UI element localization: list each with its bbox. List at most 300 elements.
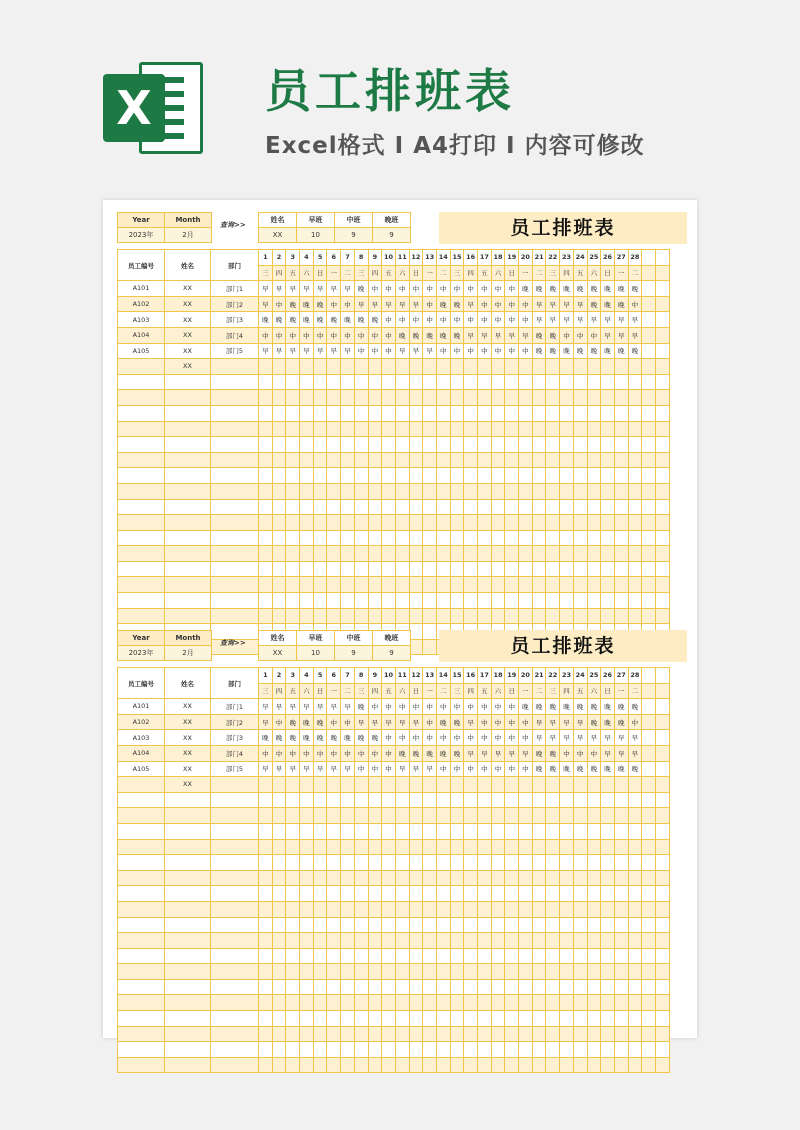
shift-cell[interactable] xyxy=(368,823,382,839)
shift-cell[interactable] xyxy=(368,515,382,531)
shift-cell[interactable] xyxy=(628,359,642,375)
employee-id-cell[interactable] xyxy=(118,483,165,499)
shift-cell[interactable] xyxy=(259,483,273,499)
shift-cell[interactable] xyxy=(395,546,409,562)
shift-cell[interactable] xyxy=(628,452,642,468)
shift-cell[interactable] xyxy=(341,452,355,468)
shift-cell[interactable]: 中 xyxy=(368,281,382,297)
shift-cell[interactable] xyxy=(464,839,478,855)
shift-cell[interactable] xyxy=(519,483,533,499)
shift-cell[interactable] xyxy=(573,359,587,375)
shift-cell[interactable] xyxy=(272,948,286,964)
shift-cell[interactable] xyxy=(628,917,642,933)
shift-cell[interactable] xyxy=(560,839,574,855)
employee-id-cell[interactable] xyxy=(118,886,165,902)
shift-cell[interactable]: 早 xyxy=(560,312,574,328)
shift-cell[interactable] xyxy=(300,390,314,406)
department-cell[interactable] xyxy=(211,839,259,855)
shift-cell[interactable] xyxy=(505,948,519,964)
shift-cell[interactable] xyxy=(628,374,642,390)
department-cell[interactable]: 部门3 xyxy=(211,730,259,746)
shift-cell[interactable] xyxy=(532,499,546,515)
shift-cell[interactable] xyxy=(587,917,601,933)
shift-cell[interactable] xyxy=(519,374,533,390)
shift-cell[interactable] xyxy=(313,359,327,375)
shift-cell[interactable] xyxy=(368,561,382,577)
shift-cell[interactable] xyxy=(341,405,355,421)
shift-cell[interactable] xyxy=(327,546,341,562)
shift-cell[interactable]: 中 xyxy=(491,343,505,359)
shift-cell[interactable] xyxy=(327,933,341,949)
shift-cell[interactable] xyxy=(423,421,437,437)
shift-cell[interactable] xyxy=(313,870,327,886)
empty-cell[interactable] xyxy=(656,917,670,933)
shift-cell[interactable] xyxy=(450,374,464,390)
employee-name-cell[interactable] xyxy=(165,374,211,390)
department-cell[interactable] xyxy=(211,561,259,577)
shift-cell[interactable]: 晚 xyxy=(300,312,314,328)
shift-cell[interactable] xyxy=(327,468,341,484)
shift-cell[interactable] xyxy=(505,792,519,808)
shift-cell[interactable] xyxy=(519,1011,533,1027)
shift-cell[interactable] xyxy=(601,823,615,839)
shift-cell[interactable]: 晚 xyxy=(573,281,587,297)
empty-cell[interactable] xyxy=(656,808,670,824)
shift-cell[interactable]: 早 xyxy=(519,327,533,343)
shift-cell[interactable] xyxy=(300,964,314,980)
shift-cell[interactable] xyxy=(614,808,628,824)
shift-cell[interactable]: 中 xyxy=(450,761,464,777)
shift-cell[interactable] xyxy=(259,1026,273,1042)
shift-cell[interactable] xyxy=(409,499,423,515)
empty-cell[interactable] xyxy=(656,964,670,980)
shift-cell[interactable] xyxy=(272,483,286,499)
shift-cell[interactable]: 中 xyxy=(423,296,437,312)
employee-name-cell[interactable] xyxy=(165,468,211,484)
employee-id-cell[interactable] xyxy=(118,917,165,933)
shift-cell[interactable] xyxy=(560,1057,574,1073)
shift-cell[interactable]: 早 xyxy=(259,296,273,312)
shift-cell[interactable]: 中 xyxy=(478,730,492,746)
shift-cell[interactable] xyxy=(450,777,464,793)
shift-cell[interactable]: 早 xyxy=(423,761,437,777)
shift-cell[interactable] xyxy=(519,577,533,593)
shift-cell[interactable]: 早 xyxy=(327,761,341,777)
shift-cell[interactable] xyxy=(614,452,628,468)
shift-cell[interactable] xyxy=(450,499,464,515)
shift-cell[interactable] xyxy=(368,359,382,375)
shift-cell[interactable] xyxy=(286,1026,300,1042)
shift-cell[interactable]: 中 xyxy=(491,714,505,730)
shift-cell[interactable]: 早 xyxy=(614,327,628,343)
shift-cell[interactable]: 早 xyxy=(614,745,628,761)
shift-cell[interactable] xyxy=(259,468,273,484)
shift-cell[interactable] xyxy=(560,886,574,902)
empty-cell[interactable] xyxy=(642,948,656,964)
shift-cell[interactable]: 晚 xyxy=(587,761,601,777)
shift-cell[interactable] xyxy=(409,792,423,808)
shift-cell[interactable] xyxy=(532,1057,546,1073)
shift-cell[interactable] xyxy=(614,901,628,917)
shift-cell[interactable]: 中 xyxy=(341,327,355,343)
shift-cell[interactable]: 中 xyxy=(327,745,341,761)
shift-cell[interactable] xyxy=(436,870,450,886)
shift-cell[interactable] xyxy=(450,530,464,546)
empty-cell[interactable] xyxy=(642,327,656,343)
employee-id-cell[interactable]: A104 xyxy=(118,327,165,343)
department-cell[interactable] xyxy=(211,964,259,980)
shift-cell[interactable] xyxy=(478,1026,492,1042)
shift-cell[interactable]: 晚 xyxy=(573,699,587,715)
shift-cell[interactable] xyxy=(286,870,300,886)
shift-cell[interactable] xyxy=(573,1057,587,1073)
shift-cell[interactable] xyxy=(327,483,341,499)
shift-cell[interactable] xyxy=(519,405,533,421)
shift-cell[interactable] xyxy=(423,917,437,933)
shift-cell[interactable] xyxy=(614,917,628,933)
shift-cell[interactable] xyxy=(300,577,314,593)
shift-cell[interactable] xyxy=(464,515,478,531)
shift-cell[interactable] xyxy=(259,870,273,886)
employee-name-cell[interactable] xyxy=(165,808,211,824)
department-cell[interactable] xyxy=(211,452,259,468)
shift-cell[interactable] xyxy=(313,933,327,949)
shift-cell[interactable]: 中 xyxy=(436,281,450,297)
empty-cell[interactable] xyxy=(656,933,670,949)
shift-cell[interactable] xyxy=(464,933,478,949)
empty-cell[interactable] xyxy=(642,730,656,746)
shift-cell[interactable] xyxy=(614,964,628,980)
shift-cell[interactable] xyxy=(614,483,628,499)
department-cell[interactable] xyxy=(211,979,259,995)
shift-cell[interactable] xyxy=(601,808,615,824)
shift-cell[interactable] xyxy=(573,901,587,917)
shift-cell[interactable] xyxy=(601,964,615,980)
shift-cell[interactable]: 中 xyxy=(423,730,437,746)
shift-cell[interactable] xyxy=(491,374,505,390)
shift-cell[interactable] xyxy=(628,405,642,421)
employee-id-cell[interactable] xyxy=(118,1026,165,1042)
info-value[interactable]: 2023年 xyxy=(118,646,165,661)
employee-id-cell[interactable] xyxy=(118,405,165,421)
shift-cell[interactable] xyxy=(300,1026,314,1042)
shift-cell[interactable] xyxy=(505,901,519,917)
shift-cell[interactable] xyxy=(519,499,533,515)
shift-cell[interactable] xyxy=(614,839,628,855)
employee-id-cell[interactable] xyxy=(118,608,165,624)
shift-cell[interactable] xyxy=(259,374,273,390)
shift-cell[interactable]: 早 xyxy=(409,296,423,312)
shift-cell[interactable] xyxy=(532,995,546,1011)
shift-cell[interactable] xyxy=(464,1011,478,1027)
shift-cell[interactable] xyxy=(519,917,533,933)
shift-cell[interactable] xyxy=(286,437,300,453)
shift-cell[interactable] xyxy=(436,808,450,824)
shift-cell[interactable] xyxy=(272,499,286,515)
shift-cell[interactable] xyxy=(354,405,368,421)
shift-cell[interactable] xyxy=(614,577,628,593)
shift-cell[interactable]: 晚 xyxy=(327,730,341,746)
shift-cell[interactable] xyxy=(436,452,450,468)
shift-cell[interactable]: 早 xyxy=(478,327,492,343)
shift-cell[interactable] xyxy=(354,390,368,406)
shift-cell[interactable]: 中 xyxy=(286,745,300,761)
shift-cell[interactable] xyxy=(300,886,314,902)
shift-cell[interactable]: 中 xyxy=(382,699,396,715)
shift-cell[interactable] xyxy=(601,390,615,406)
shift-cell[interactable] xyxy=(450,979,464,995)
shift-cell[interactable] xyxy=(532,886,546,902)
department-cell[interactable] xyxy=(211,777,259,793)
shift-cell[interactable] xyxy=(532,437,546,453)
employee-name-cell[interactable] xyxy=(165,855,211,871)
shift-cell[interactable] xyxy=(395,577,409,593)
shift-cell[interactable] xyxy=(423,808,437,824)
shift-cell[interactable] xyxy=(313,995,327,1011)
shift-cell[interactable] xyxy=(286,1011,300,1027)
shift-cell[interactable] xyxy=(341,979,355,995)
shift-cell[interactable] xyxy=(505,886,519,902)
shift-cell[interactable]: 中 xyxy=(395,699,409,715)
shift-cell[interactable] xyxy=(272,359,286,375)
shift-cell[interactable]: 早 xyxy=(327,699,341,715)
shift-cell[interactable] xyxy=(573,870,587,886)
shift-cell[interactable] xyxy=(546,499,560,515)
shift-cell[interactable]: 早 xyxy=(286,281,300,297)
shift-cell[interactable] xyxy=(505,421,519,437)
shift-cell[interactable]: 中 xyxy=(423,699,437,715)
shift-cell[interactable] xyxy=(601,577,615,593)
shift-cell[interactable]: 早 xyxy=(546,730,560,746)
shift-cell[interactable] xyxy=(313,546,327,562)
empty-cell[interactable] xyxy=(656,901,670,917)
shift-cell[interactable]: 早 xyxy=(560,714,574,730)
shift-cell[interactable] xyxy=(395,374,409,390)
shift-cell[interactable]: 晚 xyxy=(614,699,628,715)
shift-cell[interactable] xyxy=(519,593,533,609)
shift-cell[interactable] xyxy=(628,823,642,839)
shift-cell[interactable]: 中 xyxy=(505,730,519,746)
shift-cell[interactable] xyxy=(546,917,560,933)
shift-cell[interactable] xyxy=(259,515,273,531)
shift-cell[interactable] xyxy=(546,577,560,593)
shift-cell[interactable] xyxy=(587,839,601,855)
shift-cell[interactable] xyxy=(286,515,300,531)
shift-cell[interactable]: 晚 xyxy=(519,281,533,297)
shift-cell[interactable] xyxy=(259,823,273,839)
shift-cell[interactable] xyxy=(327,855,341,871)
empty-cell[interactable] xyxy=(656,327,670,343)
employee-name-cell[interactable] xyxy=(165,1026,211,1042)
shift-cell[interactable] xyxy=(368,792,382,808)
employee-id-cell[interactable] xyxy=(118,561,165,577)
shift-cell[interactable] xyxy=(382,933,396,949)
shift-cell[interactable] xyxy=(601,839,615,855)
shift-cell[interactable] xyxy=(546,561,560,577)
shift-cell[interactable] xyxy=(601,405,615,421)
shift-cell[interactable] xyxy=(491,901,505,917)
shift-cell[interactable] xyxy=(491,777,505,793)
shift-cell[interactable]: 晚 xyxy=(354,281,368,297)
shift-cell[interactable] xyxy=(272,1011,286,1027)
shift-cell[interactable] xyxy=(327,886,341,902)
shift-cell[interactable] xyxy=(313,468,327,484)
shift-cell[interactable] xyxy=(546,901,560,917)
shift-cell[interactable] xyxy=(300,499,314,515)
info-value[interactable]: 10 xyxy=(297,228,335,243)
shift-cell[interactable] xyxy=(382,530,396,546)
shift-cell[interactable] xyxy=(601,995,615,1011)
shift-cell[interactable] xyxy=(327,964,341,980)
shift-cell[interactable] xyxy=(395,870,409,886)
shift-cell[interactable] xyxy=(382,437,396,453)
shift-cell[interactable] xyxy=(436,1042,450,1058)
shift-cell[interactable] xyxy=(354,948,368,964)
info-value[interactable]: 9 xyxy=(373,646,411,661)
shift-cell[interactable] xyxy=(519,964,533,980)
shift-cell[interactable]: 早 xyxy=(286,761,300,777)
shift-cell[interactable] xyxy=(491,452,505,468)
shift-cell[interactable] xyxy=(300,792,314,808)
shift-cell[interactable] xyxy=(560,359,574,375)
shift-cell[interactable] xyxy=(546,593,560,609)
shift-cell[interactable] xyxy=(587,437,601,453)
shift-cell[interactable] xyxy=(286,839,300,855)
shift-cell[interactable] xyxy=(436,593,450,609)
shift-cell[interactable]: 中 xyxy=(368,761,382,777)
shift-cell[interactable]: 中 xyxy=(272,327,286,343)
shift-cell[interactable] xyxy=(313,886,327,902)
shift-cell[interactable] xyxy=(409,530,423,546)
shift-cell[interactable] xyxy=(300,405,314,421)
employee-id-cell[interactable] xyxy=(118,468,165,484)
employee-name-cell[interactable] xyxy=(165,1011,211,1027)
shift-cell[interactable] xyxy=(313,979,327,995)
shift-cell[interactable] xyxy=(450,808,464,824)
shift-cell[interactable] xyxy=(354,792,368,808)
shift-cell[interactable] xyxy=(327,1011,341,1027)
empty-cell[interactable] xyxy=(642,714,656,730)
shift-cell[interactable] xyxy=(272,608,286,624)
shift-cell[interactable] xyxy=(546,964,560,980)
shift-cell[interactable] xyxy=(519,995,533,1011)
shift-cell[interactable] xyxy=(560,1011,574,1027)
shift-cell[interactable] xyxy=(560,561,574,577)
shift-cell[interactable] xyxy=(327,979,341,995)
shift-cell[interactable] xyxy=(368,593,382,609)
shift-cell[interactable] xyxy=(478,359,492,375)
shift-cell[interactable] xyxy=(573,437,587,453)
shift-cell[interactable] xyxy=(409,886,423,902)
shift-cell[interactable] xyxy=(300,839,314,855)
department-cell[interactable] xyxy=(211,546,259,562)
department-cell[interactable] xyxy=(211,374,259,390)
shift-cell[interactable] xyxy=(601,855,615,871)
shift-cell[interactable] xyxy=(464,593,478,609)
empty-cell[interactable] xyxy=(656,745,670,761)
shift-cell[interactable] xyxy=(601,452,615,468)
shift-cell[interactable] xyxy=(601,593,615,609)
shift-cell[interactable] xyxy=(382,917,396,933)
shift-cell[interactable] xyxy=(259,1057,273,1073)
shift-cell[interactable] xyxy=(532,530,546,546)
shift-cell[interactable] xyxy=(286,792,300,808)
shift-cell[interactable] xyxy=(341,1011,355,1027)
shift-cell[interactable] xyxy=(259,1011,273,1027)
shift-cell[interactable]: 晚 xyxy=(450,745,464,761)
shift-cell[interactable] xyxy=(505,839,519,855)
empty-cell[interactable] xyxy=(656,561,670,577)
shift-cell[interactable] xyxy=(505,1011,519,1027)
shift-cell[interactable] xyxy=(436,839,450,855)
department-cell[interactable] xyxy=(211,359,259,375)
shift-cell[interactable] xyxy=(313,839,327,855)
shift-cell[interactable] xyxy=(505,483,519,499)
shift-cell[interactable] xyxy=(395,839,409,855)
shift-cell[interactable]: 早 xyxy=(614,730,628,746)
shift-cell[interactable] xyxy=(272,561,286,577)
shift-cell[interactable] xyxy=(341,1042,355,1058)
shift-cell[interactable] xyxy=(560,808,574,824)
employee-name-cell[interactable] xyxy=(165,421,211,437)
shift-cell[interactable] xyxy=(464,483,478,499)
shift-cell[interactable]: 早 xyxy=(601,745,615,761)
shift-cell[interactable] xyxy=(628,499,642,515)
shift-cell[interactable] xyxy=(395,964,409,980)
shift-cell[interactable] xyxy=(313,855,327,871)
shift-cell[interactable] xyxy=(532,823,546,839)
shift-cell[interactable] xyxy=(382,777,396,793)
shift-cell[interactable] xyxy=(464,917,478,933)
shift-cell[interactable] xyxy=(532,593,546,609)
shift-cell[interactable] xyxy=(423,886,437,902)
shift-cell[interactable] xyxy=(546,1057,560,1073)
shift-cell[interactable] xyxy=(560,593,574,609)
shift-cell[interactable] xyxy=(368,886,382,902)
shift-cell[interactable] xyxy=(409,1011,423,1027)
shift-cell[interactable] xyxy=(286,964,300,980)
shift-cell[interactable] xyxy=(341,808,355,824)
shift-cell[interactable] xyxy=(259,390,273,406)
shift-cell[interactable] xyxy=(560,855,574,871)
shift-cell[interactable] xyxy=(505,1057,519,1073)
shift-cell[interactable] xyxy=(286,823,300,839)
shift-cell[interactable] xyxy=(505,359,519,375)
shift-cell[interactable] xyxy=(327,1042,341,1058)
shift-cell[interactable] xyxy=(587,979,601,995)
shift-cell[interactable]: 晚 xyxy=(614,296,628,312)
department-cell[interactable] xyxy=(211,608,259,624)
shift-cell[interactable] xyxy=(519,1026,533,1042)
shift-cell[interactable] xyxy=(464,546,478,562)
department-cell[interactable] xyxy=(211,917,259,933)
shift-cell[interactable] xyxy=(587,823,601,839)
shift-cell[interactable] xyxy=(601,933,615,949)
shift-cell[interactable] xyxy=(395,515,409,531)
shift-cell[interactable]: 晚 xyxy=(354,699,368,715)
shift-cell[interactable] xyxy=(587,855,601,871)
shift-cell[interactable] xyxy=(327,390,341,406)
shift-cell[interactable] xyxy=(573,792,587,808)
shift-cell[interactable]: 早 xyxy=(573,296,587,312)
shift-cell[interactable]: 晚 xyxy=(519,699,533,715)
shift-cell[interactable] xyxy=(423,1042,437,1058)
shift-cell[interactable] xyxy=(409,855,423,871)
shift-cell[interactable] xyxy=(436,1026,450,1042)
shift-cell[interactable] xyxy=(382,792,396,808)
shift-cell[interactable] xyxy=(505,1026,519,1042)
shift-cell[interactable] xyxy=(464,405,478,421)
